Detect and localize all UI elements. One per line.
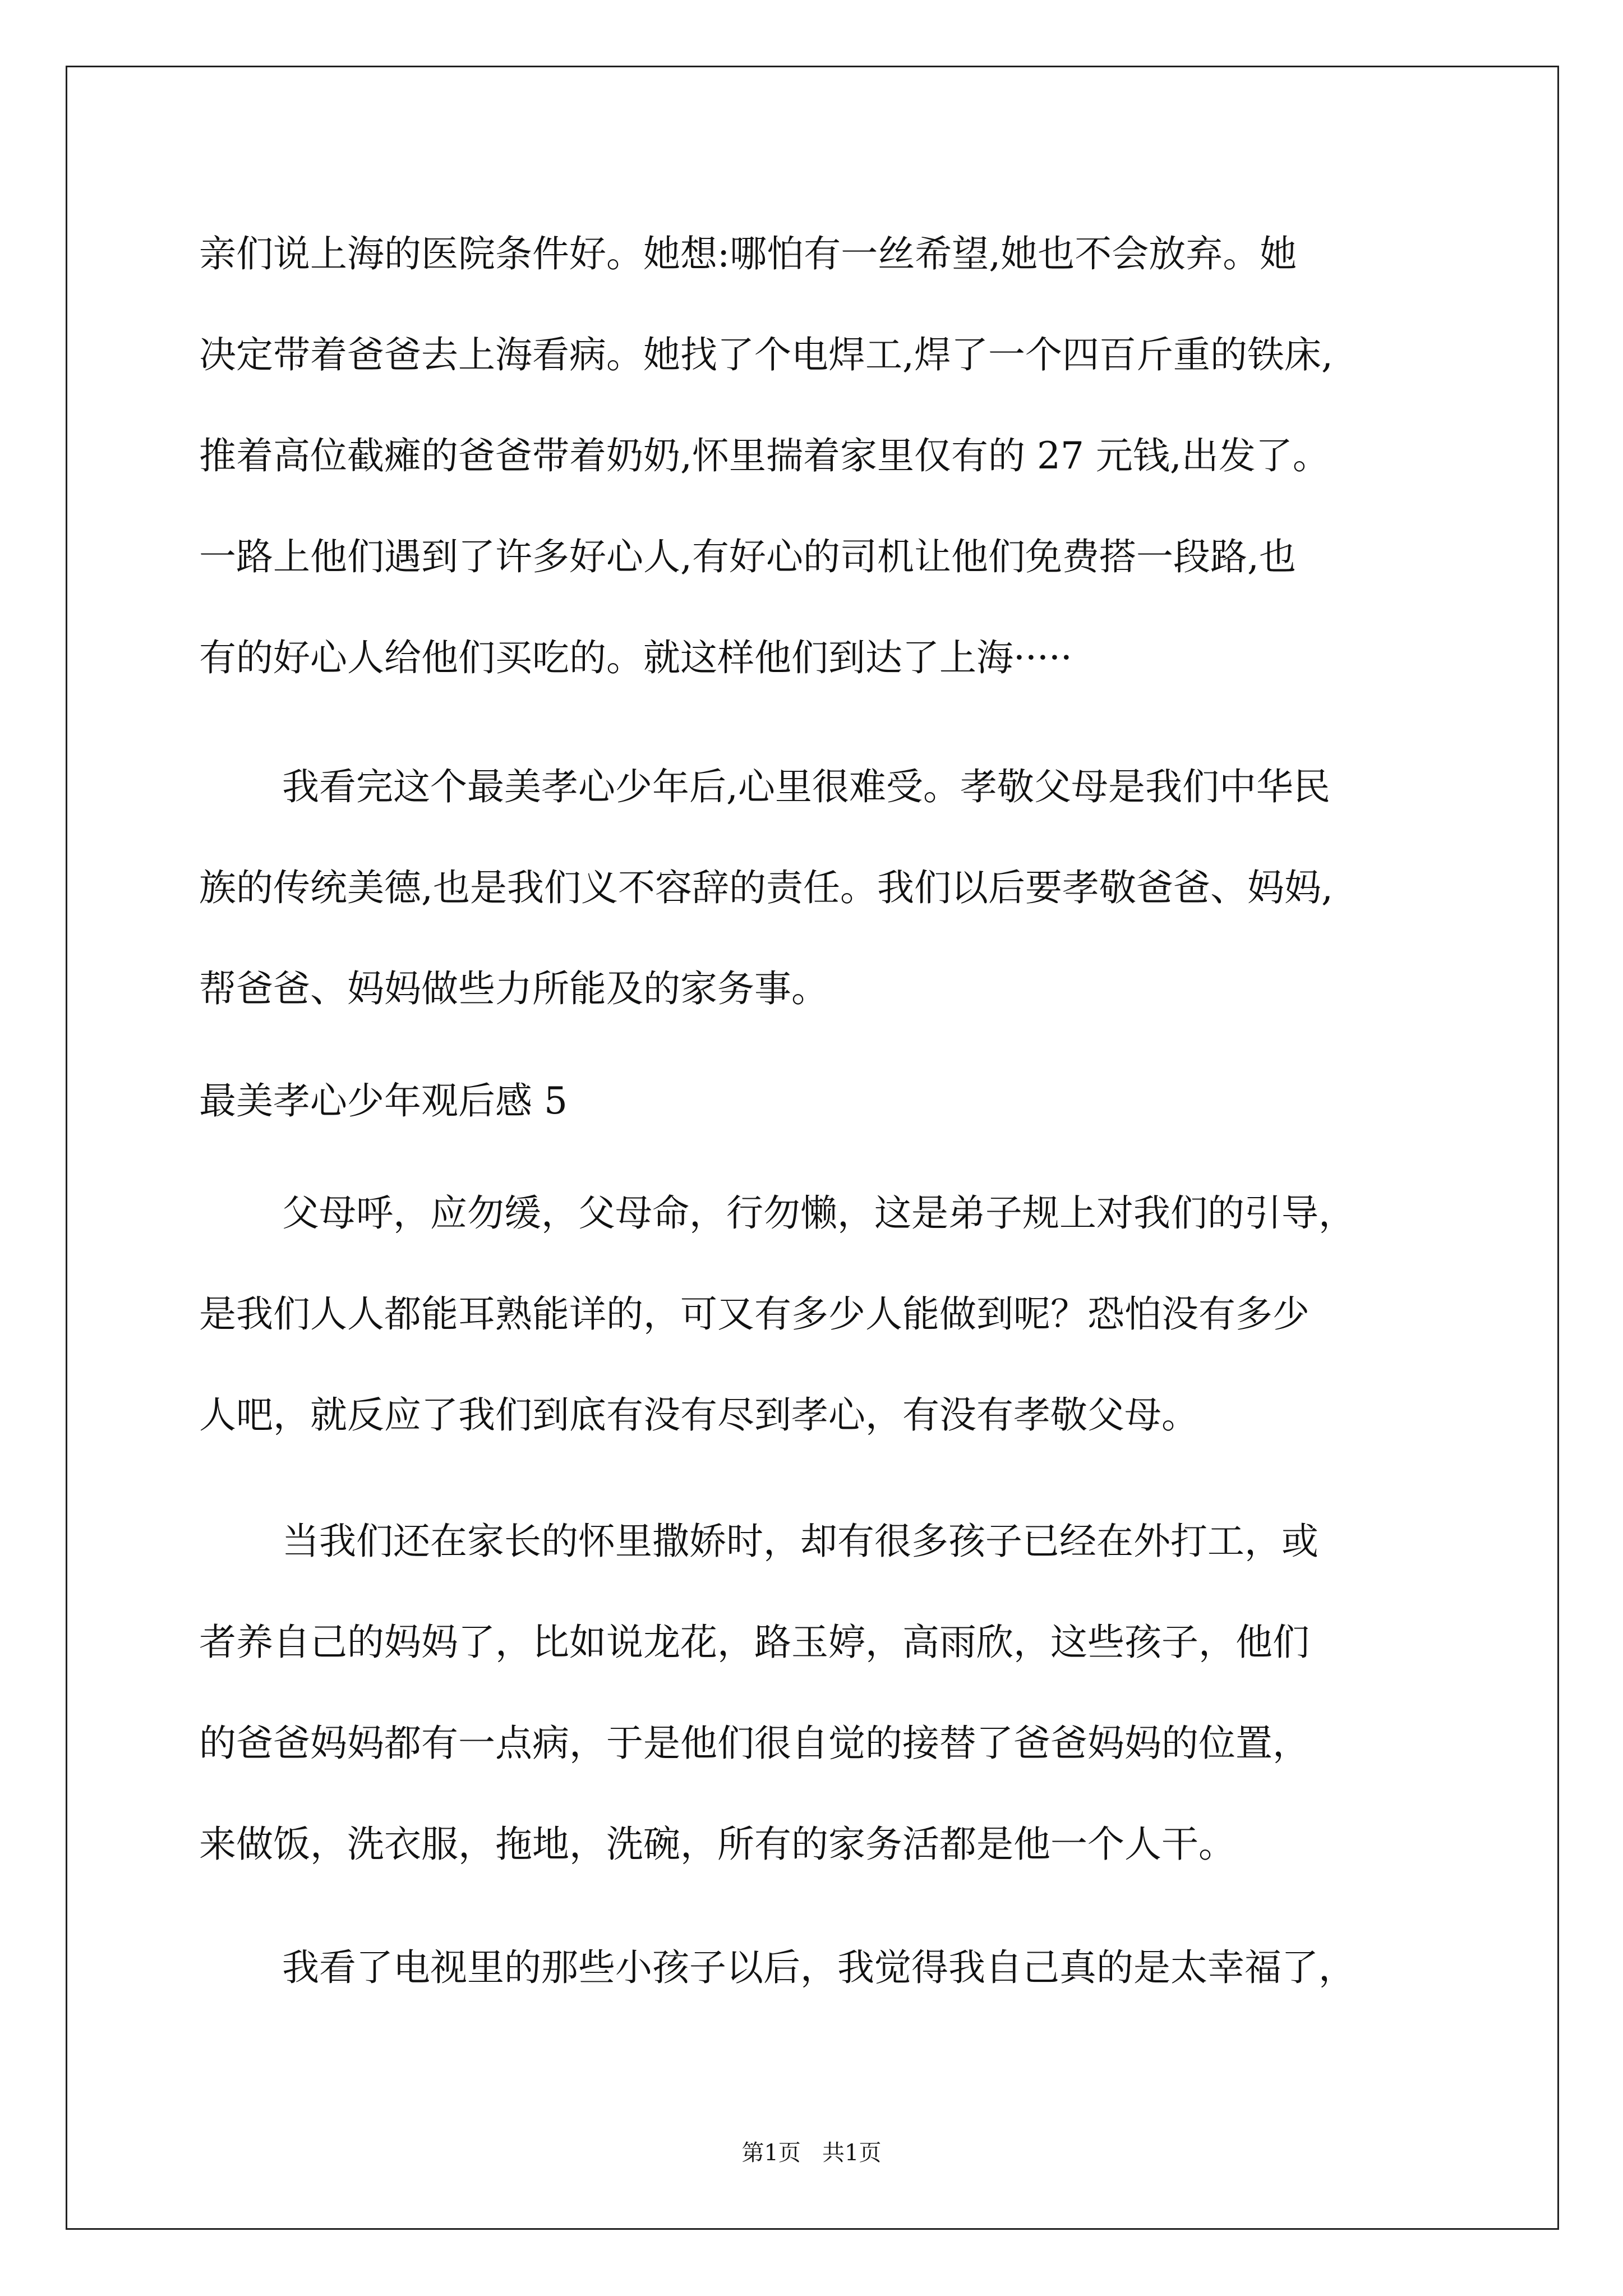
section-heading: 最美孝心少年观后感 5 [199,1079,568,1122]
page-border [66,66,1559,2230]
page-footer: 第1页 共1页 [741,2140,882,2166]
text-line: 一路上他们遇到了许多好心人,有好心的司机让他们免费搭一段路,也 [199,535,1296,578]
text-line: 决定带着爸爸去上海看病。她找了个电焊工,焊了一个四百斤重的铁床, [199,333,1333,376]
text-line: 推着高位截瘫的爸爸带着奶奶,怀里揣着家里仅有的 27 元钱,出发了。 [199,434,1330,477]
text-line: 是我们人人都能耳熟能详的，可又有多少人能做到呢？恐怕没有多少 [199,1292,1310,1336]
text-line: 者养自己的妈妈了，比如说龙花，路玉婷，高雨欣，这些孩子，他们 [199,1621,1310,1664]
text-line: 人吧，就反应了我们到底有没有尽到孝心，有没有孝敬父母。 [199,1393,1198,1437]
text-line: 的爸爸妈妈都有一点病，于是他们很自觉的接替了爸爸妈妈的位置， [199,1722,1310,1765]
paragraph-first-line: 我看完这个最美孝心少年后,心里很难受。孝敬父母是我们中华民 [282,765,1330,808]
text-line: 帮爸爸、妈妈做些力所能及的家务事。 [199,967,828,1010]
text-line: 有的好心人给他们买吃的。就这样他们到达了上海····· [199,636,1072,679]
paragraph-first-line: 父母呼，应勿缓，父母命，行勿懒，这是弟子规上对我们的引导， [282,1191,1355,1235]
paragraph-first-line: 当我们还在家长的怀里撒娇时，却有很多孩子已经在外打工，或 [282,1520,1318,1563]
text-line: 族的传统美德,也是我们义不容辞的责任。我们以后要孝敬爸爸、妈妈, [199,866,1333,909]
paragraph-first-line: 我看了电视里的那些小孩子以后，我觉得我自己真的是太幸福了， [282,1946,1355,1989]
text-line: 来做饭，洗衣服，拖地，洗碗，所有的家务活都是他一个人干。 [199,1823,1235,1866]
text-line: 亲们说上海的医院条件好。她想:哪怕有一丝希望,她也不会放弃。她 [199,232,1297,275]
